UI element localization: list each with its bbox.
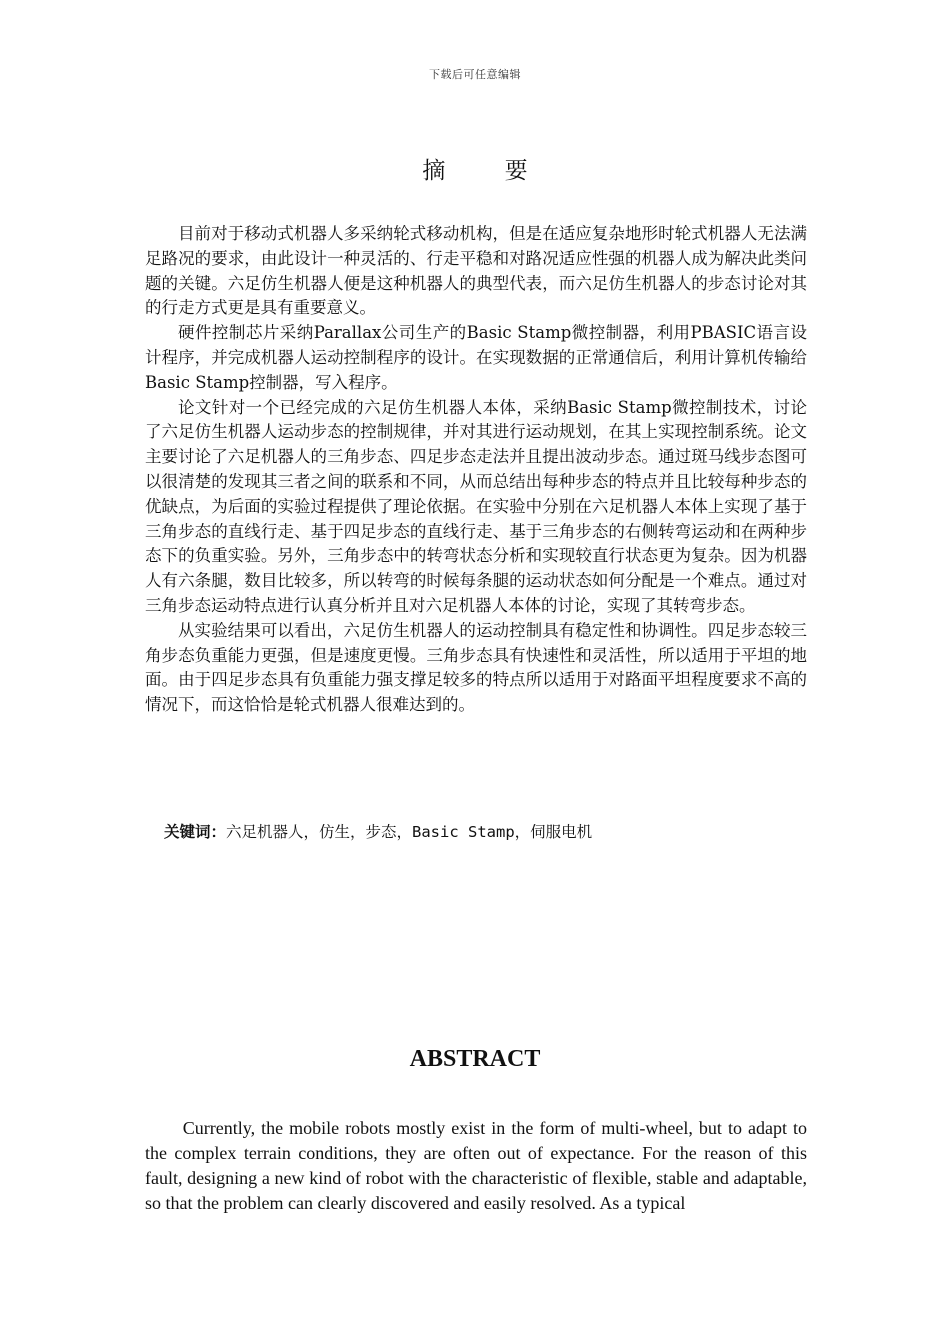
english-abstract-title: ABSTRACT xyxy=(409,1046,541,1072)
chinese-abstract-paragraph: 论文针对一个已经完成的六足仿生机器人本体，采纳Basic Stamp微控制技术，讨论了六足仿生机器人运动步态的控制规律，并对其进行运动规划，在其上实现控制系统。论文主要讨论了六足机器人的三角步态、四足步态走法并且提出波动步态。通过斑马线步态图可以很清楚的发现其三者之间的联系和不同，从而总结出每种步态的特点并且比较每种步态的优缺点，为后面的实验过程提供了理论依据。在实验中分别在六足机器人本体上实现了基于三角步态的直线行走、基于四足步态的直线行走、基于三角步态的右侧转弯运动和在两种步态下的负重实验。另外，三角步态中的转弯状态分析和实现较直行状态更为复杂。因为机器人有六条腿，数目比较多，所以转弯的时候每条腿的运动状态如何分配是一个难点。通过对三角步态运动特点进行认真分析并且对六足机器人本体的讨论，实现了其转弯步态。 xyxy=(145,397,807,615)
chinese-abstract-paragraph: 从实验结果可以看出，六足仿生机器人的运动控制具有稳定性和协调性。四足步态较三角步态负重能力更强，但是速度更慢。三角步态具有快速性和灵活性，所以适用于平坦的地面。由于四足步态具有负重能力强支撑足较多的特点所以适用于对路面平坦程度要求不高的情况下，而这恰恰是轮式机器人很难达到的。 xyxy=(145,620,807,715)
chinese-abstract-body xyxy=(145,222,807,718)
keywords-text: 六足机器人，仿生，步态，Basic Stamp，伺服电机 xyxy=(226,823,593,841)
page-header-note: 下载后可任意编辑 xyxy=(429,68,521,81)
chinese-abstract-paragraph: 硬件控制芯片采纳Parallax公司生产的Basic Stamp微控制器，利用PBASIC语言设计程序，并完成机器人运动控制程序的设计。在实现数据的正常通信后，利用计算机传输给Basic Stamp控制器，写入程序。 xyxy=(145,323,807,392)
chinese-abstract-paragraph: 目前对于移动式机器人多采纳轮式移动机构，但是在适应复杂地形时轮式机器人无法满足路况的要求，由此设计一种灵活的、行走平稳和对路况适应性强的机器人成为解决此类问题的关键。六足仿生机器人便是这种机器人的典型代表，而六足仿生机器人的步态讨论对其的行走方式更是具有重要意义。 xyxy=(145,224,807,318)
chinese-abstract-title: 摘 要 xyxy=(422,158,554,184)
english-abstract-paragraph: Currently, the mobile robots mostly exist in the form of multi-wheel, but to adapt to the complex terrain conditions, they are often out of expectance. For the reason of this fault, designing a new kind of robot with the characteristic of flexible, stable and adaptable, so that the problem can clearly discovered and easily resolved. As a typical xyxy=(145,1118,807,1213)
keywords-label: 关键词： xyxy=(164,823,227,841)
keywords-line xyxy=(164,820,804,844)
english-abstract-body xyxy=(145,1116,807,1216)
